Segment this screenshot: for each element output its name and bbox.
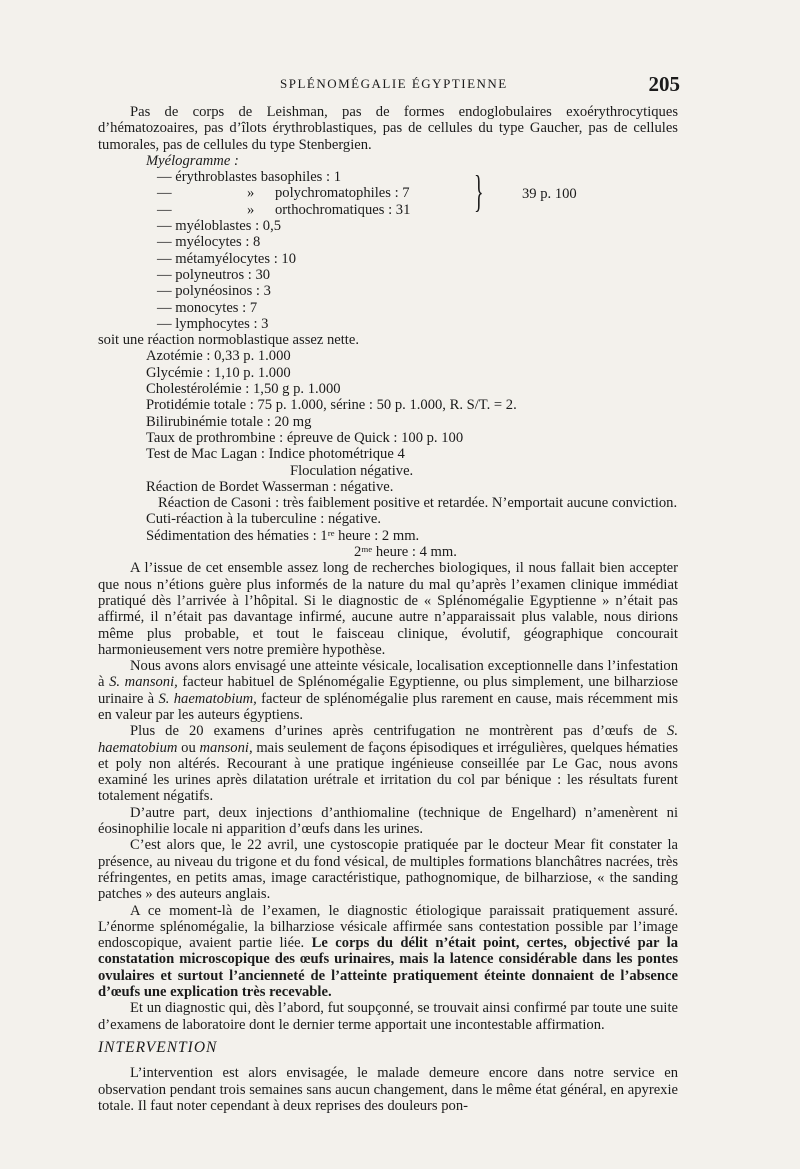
body-text — [98, 104, 678, 1114]
paragraph-6 — [98, 903, 678, 1001]
lab-cuti-reaction: Cuti-réaction à la tuberculine : négative. — [146, 511, 382, 528]
text-run: A ce moment-là de l’examen, le diagnostic étiologique paraissait pratiquement assuré. L’énorme splénomégalie, la bilharziose vésicale affirmée sans contestation possible par l’image endoscopique, avaient partie liée. — [98, 902, 678, 952]
paragraph-2 — [98, 658, 678, 723]
lab-azotemie: Azotémie : 0,33 p. 1.000 — [146, 348, 291, 365]
dash: — — [157, 185, 172, 202]
paragraph-5: C’est alors que, le 22 avril, une cystoscopie pratiquée par le docteur Mear fit constater la présence, au niveau du trigone et du fond vésical, de multiples formations blanchâtres nacrées, très réfringentes, en petits amas, image caractéristique, pathognomique, de bilharziose, « the sanding patches » des auteurs anglais. — [98, 837, 678, 903]
myelogram-line-polyneosinos: — polynéosinos : 3 — [157, 283, 271, 300]
page-header — [100, 72, 680, 96]
myelogram-line-polychromatophiles — [98, 185, 678, 201]
text-run: mais seulement de façons épisodiques et irrégulières, quelques hématies et poly non altérés. Recourant à une pratique ingénieuse conseillée par Le Gac, nous avons examiné les urines après dilatation urétrale et irritation du col par bénique : les résultats furent totalement négatifs. — [98, 739, 678, 805]
intro-paragraph: Pas de corps de Leishman, pas de formes endoglobulaires exoérythrocytiques d’hématozoaires, pas d’îlots érythroblastiques, pas de cellules du type Gaucher, pas de cellules tumorales, pas de cellules du type Stenbergien. — [98, 104, 678, 153]
myelogram-line-myeloblastes: — myéloblastes : 0,5 — [157, 218, 282, 235]
italic-run: S. mansoni, — [109, 674, 178, 691]
lab-sedimentation-1: Sédimentation des hématies : 1ʳᵉ heure : 2 mm. — [146, 527, 420, 544]
text-run: Plus de 20 examens d’urines après centrifugation ne montrèrent pas d’œufs de — [130, 723, 668, 740]
paragraph-8: L’intervention est alors envisagée, le malade demeure encore dans notre service en observation pendant trois semaines sans aucun changement, dans le même état général, en apyrexie totale. Il faut noter cependant à deux reprises des douleurs pon- — [98, 1065, 678, 1114]
lab-bordet-wasserman: Réaction de Bordet Wasserman : négative. — [146, 478, 394, 495]
lab-results — [98, 348, 678, 560]
dash: — — [157, 201, 172, 218]
text-run: facteur de splénomégalie plus rarement en cause, mais récemment mis en valeur par les auteurs égyptiens. — [98, 690, 678, 723]
lab-casoni-text: Réaction de Casoni : très faiblement positive et retardée. N’emportait aucune conviction. — [158, 495, 678, 512]
italic-run: S. haematobium, — [158, 690, 257, 707]
text-run: facteur habituel de Splénomégalie Egyptienne, ou plus simplement, une bilharziose urinaire à — [98, 674, 678, 707]
text-run: ou — [177, 739, 200, 756]
ditto-mark: » — [247, 185, 255, 202]
paragraph-3 — [98, 723, 678, 804]
myelogram-title: Myélogramme : — [146, 152, 239, 169]
lab-cholesterolemie: Cholestérolémie : 1,50 g p. 1.000 — [146, 381, 341, 398]
italic-run: mansoni, — [199, 739, 253, 756]
bold-run: Le corps du délit n’était point, certes, objectivé par la constatation microscopique des œufs urinaires, mais la latence considérable dans les pontes ovulaires et surtout l’ancienneté de l’atteinte pratiquement éteinte donnaient de l’absence d’œufs une explication très recevable. — [98, 935, 679, 1001]
ditto-mark: » — [247, 201, 255, 218]
myelogram-line-monocytes: — monocytes : 7 — [157, 299, 258, 316]
grouping-brace: } — [474, 166, 484, 216]
lab-prothrombine: Taux de prothrombine : épreuve de Quick : 100 p. 100 — [146, 429, 464, 446]
myelogram-line-metamyelocytes: — métamyélocytes : 10 — [157, 250, 297, 267]
paragraph-7: Et un diagnostic qui, dès l’abord, fut soupçonné, se trouvait ainsi confirmé par toute une suite d’examens de laboratoire dont le dernier terme apportait une incontestable affirmation. — [98, 1000, 678, 1033]
line-text: orthochromatiques : 31 — [275, 201, 411, 218]
text-run: Nous avons alors envisagé une atteinte vésicale, localisation exceptionnelle dans l’infestation à — [98, 658, 678, 691]
running-title: SPLÉNOMÉGALIE ÉGYPTIENNE — [280, 76, 508, 91]
myelogram-conclusion: soit une réaction normoblastique assez nette. — [98, 332, 359, 349]
lab-protidemie: Protidémie totale : 75 p. 1.000, sérine : 50 p. 1.000, R. S/T. = 2. — [146, 397, 517, 414]
lab-glycemie: Glycémie : 1,10 p. 1.000 — [146, 364, 291, 381]
brace-result: 39 p. 100 — [522, 185, 577, 202]
line-text: polychromatophiles : 7 — [275, 185, 410, 202]
myelogram-line-orthochromatiques — [98, 202, 678, 218]
lab-casoni — [158, 495, 678, 511]
lab-floculation: Floculation négative. — [290, 462, 414, 479]
myelogram-block — [98, 153, 678, 349]
paragraph-1: A l’issue de cet ensemble assez long de recherches biologiques, il nous fallait bien accepter que nous n’étions guère plus informés de la nature du mal qu’après l’examen clinique immédiat pratiqué dès l’arrivée à l’hôpital. Si le diagnostic de « Splénomégalie Egyptienne » n’était pas affirmé, il n’était pas davantage infirmé, aucune autre n’apparaissait plus valable, nous dirions même plus probable, et tout le faisceau clinique, évolutif, géographique concourait harmonieusement vers notre première hypothèse. — [98, 560, 678, 658]
lab-mac-lagan: Test de Mac Lagan : Indice photométrique 4 — [146, 446, 405, 463]
myelogram-line-lymphocytes: — lymphocytes : 3 — [157, 315, 269, 332]
paragraph-4: D’autre part, deux injections d’anthiomaline (technique de Engelhard) n’amenèrent ni éosinophilie locale ni apparition d’œufs dans les urines. — [98, 804, 678, 838]
myelogram-line-erythroblastes: — érythroblastes basophiles : 1 — [157, 169, 342, 186]
lab-bilirubinemie: Bilirubinémie totale : 20 mg — [146, 413, 312, 430]
myelogram-line-myelocytes: — myélocytes : 8 — [157, 234, 261, 251]
myelogram-line-polyneutros: — polyneutros : 30 — [157, 266, 271, 283]
lab-sedimentation-2: 2ᵐᵉ heure : 4 mm. — [354, 544, 457, 561]
page-number: 205 — [648, 72, 680, 96]
italic-run: S. haematobium — [98, 723, 678, 756]
section-heading-intervention: INTERVENTION — [98, 1038, 218, 1056]
